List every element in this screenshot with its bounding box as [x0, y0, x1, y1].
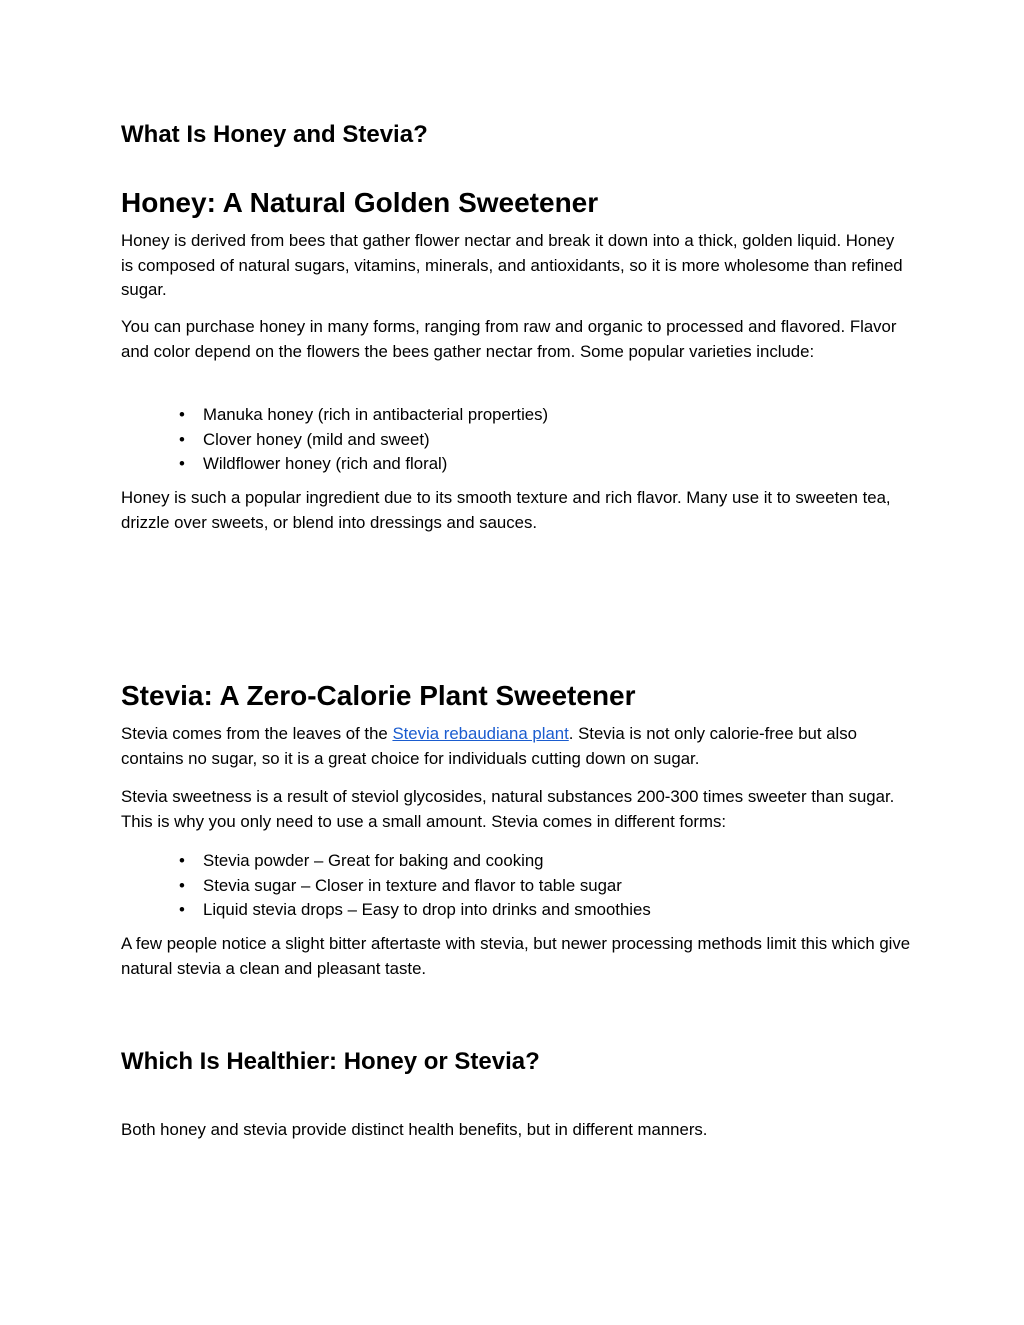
list-item [121, 898, 911, 923]
stevia-forms-list [121, 849, 911, 923]
list-item-text: Liquid stevia drops – Easy to drop into drinks and smoothies [203, 900, 651, 919]
bullet-icon: • [179, 454, 185, 473]
stevia-plant-link[interactable]: Stevia rebaudiana plant [392, 724, 569, 743]
list-item [121, 428, 911, 453]
list-item-text: Stevia sugar – Closer in texture and flavor to table sugar [203, 875, 622, 895]
list-item-text: Manuka honey (rich in antibacterial properties) [203, 405, 549, 424]
bullet-icon: • [179, 875, 185, 895]
bullet-icon: • [179, 900, 185, 919]
list-item [121, 874, 911, 899]
bullet-icon: • [179, 851, 185, 870]
stevia-paragraph-2: Stevia sweetness is a result of steviol glycosides, natural substances 200-300 times sweeter than sugar. This is why you only need to use a small amount. Stevia comes in different forms: [121, 787, 895, 831]
bullet-icon: • [179, 429, 185, 449]
list-item [121, 452, 911, 477]
document-title: What Is Honey and Stevia? [121, 121, 428, 148]
bullet-icon: • [179, 405, 185, 424]
stevia-paragraph-1-end: . Stevia is not only calorie-free but also contains no sugar, so it is a great choice for individuals cutting down on sugar. [121, 724, 858, 768]
stevia-paragraph-1 [121, 722, 911, 771]
list-item-text: Clover honey (mild and sweet) [203, 429, 430, 449]
honey-varieties-list [121, 403, 911, 477]
stevia-heading: Stevia: A Zero-Calorie Plant Sweetener [121, 680, 636, 711]
stevia-paragraph-1-start: Stevia comes from the leaves of the [121, 724, 393, 743]
honey-paragraph-3: Honey is such a popular ingredient due to its smooth texture and rich flavor. Many use it to sweeten tea, drizzle over sweets, or blend into dressings and sauces. [121, 488, 891, 532]
honey-heading: Honey: A Natural Golden Sweetener [121, 187, 599, 218]
honey-paragraph-2: You can purchase honey in many forms, ranging from raw and organic to processed and flavored. Flavor and color depend on the flowers the bees gather nectar from. Some popular varieties include: [121, 317, 897, 361]
list-item-text: Stevia powder – Great for baking and cooking [203, 851, 544, 870]
list-item [121, 849, 911, 874]
healthier-heading: Which Is Healthier: Honey or Stevia? [121, 1048, 540, 1075]
list-item [121, 403, 911, 428]
honey-paragraph-1: Honey is derived from bees that gather flower nectar and break it down into a thick, golden liquid. Honey is composed of natural sugars, vitamins, minerals, and antioxidants, so it is more wholesome than refined sugar. [121, 231, 903, 299]
stevia-paragraph-3: A few people notice a slight bitter aftertaste with stevia, but newer processing methods limit this which give natural stevia a clean and pleasant taste. [121, 934, 911, 978]
list-item-text: Wildflower honey (rich and floral) [203, 454, 448, 473]
healthier-paragraph-1: Both honey and stevia provide distinct health benefits, but in different manners. [121, 1120, 708, 1139]
